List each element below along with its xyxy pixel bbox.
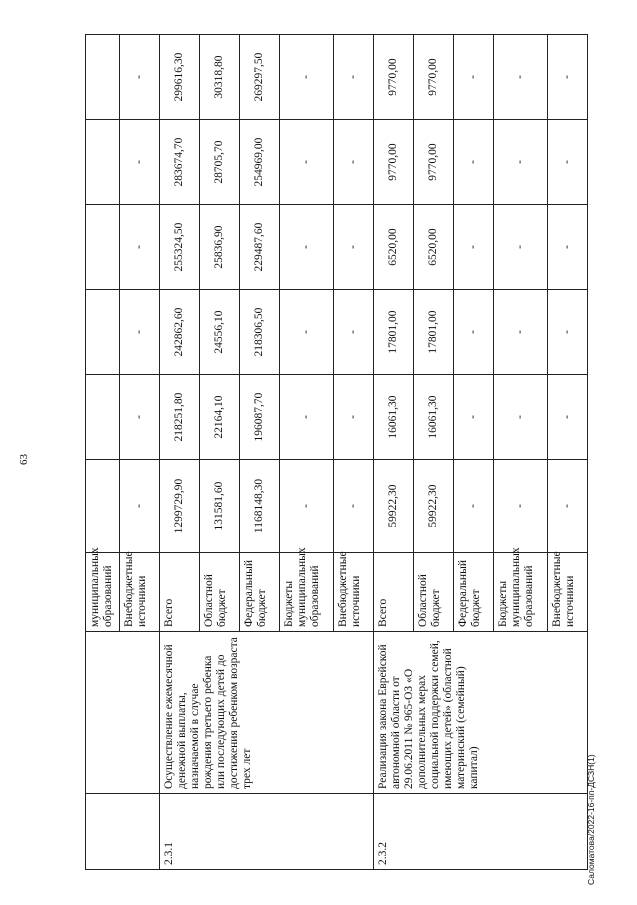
value-cell: -: [454, 460, 494, 553]
value-cell: 9770,00: [414, 120, 454, 205]
value-cell: -: [454, 205, 494, 290]
value-cell: -: [120, 120, 160, 205]
value-cell: 16061,30: [414, 375, 454, 460]
value-cell: 6520,00: [374, 205, 414, 290]
value-cell: [86, 205, 120, 290]
value-cell: 131581,60: [200, 460, 240, 553]
funding-source-cell: Всего: [160, 553, 200, 632]
item-name-cell: [86, 632, 160, 794]
value-cell: 283674,70: [160, 120, 200, 205]
value-cell: 1299729,90: [160, 460, 200, 553]
value-cell: -: [334, 375, 374, 460]
funding-source-cell: Бюджеты муниципальных образований: [494, 553, 548, 632]
budget-table: [85, 34, 588, 870]
value-cell: -: [548, 290, 588, 375]
item-number-cell: 2.3.1: [160, 794, 374, 870]
funding-source-cell: Федеральный бюджет: [454, 553, 494, 632]
value-cell: -: [494, 205, 548, 290]
value-cell: -: [454, 290, 494, 375]
value-cell: 9770,00: [374, 120, 414, 205]
value-cell: 24556,10: [200, 290, 240, 375]
value-cell: [86, 120, 120, 205]
funding-source-cell: Бюджеты муниципальных образований: [280, 553, 334, 632]
funding-source-cell: Федеральный бюджет: [240, 553, 280, 632]
value-cell: -: [334, 205, 374, 290]
value-cell: 1168148,30: [240, 460, 280, 553]
document-code: Саломатова/2022-16-пп-ДСЗН(1): [586, 754, 596, 885]
funding-source-cell: Всего: [374, 553, 414, 632]
value-cell: -: [120, 290, 160, 375]
table-row: [160, 35, 200, 870]
value-cell: -: [334, 460, 374, 553]
value-cell: -: [494, 460, 548, 553]
value-cell: 299616,30: [160, 35, 200, 120]
value-cell: 9770,00: [414, 35, 454, 120]
table-row: [374, 35, 414, 870]
value-cell: -: [334, 120, 374, 205]
value-cell: 229487,60: [240, 205, 280, 290]
item-name-cell: Реализация закона Еврейской автономной области от 29.06.2011 № 965-ОЗ «О дополнительных мерах социальной поддержки семей, имеющих детей» (областной материнский (семейный) капитал): [374, 632, 588, 794]
value-cell: -: [548, 375, 588, 460]
funding-source-cell: Внебюджетные источники: [334, 553, 374, 632]
value-cell: -: [280, 290, 334, 375]
value-cell: -: [548, 460, 588, 553]
value-cell: 218251,80: [160, 375, 200, 460]
funding-source-cell: Областной бюджет: [200, 553, 240, 632]
value-cell: 59922,30: [374, 460, 414, 553]
value-cell: -: [548, 35, 588, 120]
funding-source-cell: Внебюджетные источники: [548, 553, 588, 632]
value-cell: 17801,00: [374, 290, 414, 375]
value-cell: 59922,30: [414, 460, 454, 553]
value-cell: 9770,00: [374, 35, 414, 120]
funding-source-cell: Областной бюджет: [414, 553, 454, 632]
value-cell: [86, 290, 120, 375]
funding-source-cell: муниципальных образований: [86, 553, 120, 632]
value-cell: -: [548, 120, 588, 205]
value-cell: -: [280, 375, 334, 460]
value-cell: 25836,90: [200, 205, 240, 290]
value-cell: -: [548, 205, 588, 290]
value-cell: -: [120, 375, 160, 460]
value-cell: -: [454, 120, 494, 205]
value-cell: -: [280, 120, 334, 205]
value-cell: 30318,80: [200, 35, 240, 120]
value-cell: -: [494, 290, 548, 375]
value-cell: -: [120, 205, 160, 290]
funding-source-cell: Внебюджетные источники: [120, 553, 160, 632]
value-cell: [86, 460, 120, 553]
value-cell: 17801,00: [414, 290, 454, 375]
value-cell: 269297,50: [240, 35, 280, 120]
table-row: [86, 35, 120, 870]
value-cell: -: [280, 460, 334, 553]
item-number-cell: 2.3.2: [374, 794, 588, 870]
value-cell: 255324,50: [160, 205, 200, 290]
item-number-cell: [86, 794, 160, 870]
value-cell: -: [494, 35, 548, 120]
value-cell: 254969,00: [240, 120, 280, 205]
value-cell: 242862,60: [160, 290, 200, 375]
value-cell: -: [494, 375, 548, 460]
value-cell: -: [120, 35, 160, 120]
value-cell: 196087,70: [240, 375, 280, 460]
value-cell: -: [454, 375, 494, 460]
value-cell: 28705,70: [200, 120, 240, 205]
page-number: 63: [18, 454, 30, 465]
value-cell: [86, 35, 120, 120]
value-cell: -: [120, 460, 160, 553]
value-cell: 16061,30: [374, 375, 414, 460]
value-cell: -: [334, 35, 374, 120]
value-cell: -: [280, 205, 334, 290]
value-cell: 22164,10: [200, 375, 240, 460]
value-cell: -: [334, 290, 374, 375]
value-cell: 6520,00: [414, 205, 454, 290]
value-cell: [86, 375, 120, 460]
item-name-cell: Осуществление ежемесячной денежной выплаты, назначаемой в случае рождения третьего ребенка или последующих детей до достижения ребенком возраста трех лет: [160, 632, 374, 794]
value-cell: 218306,50: [240, 290, 280, 375]
value-cell: -: [280, 35, 334, 120]
value-cell: -: [454, 35, 494, 120]
value-cell: -: [494, 120, 548, 205]
